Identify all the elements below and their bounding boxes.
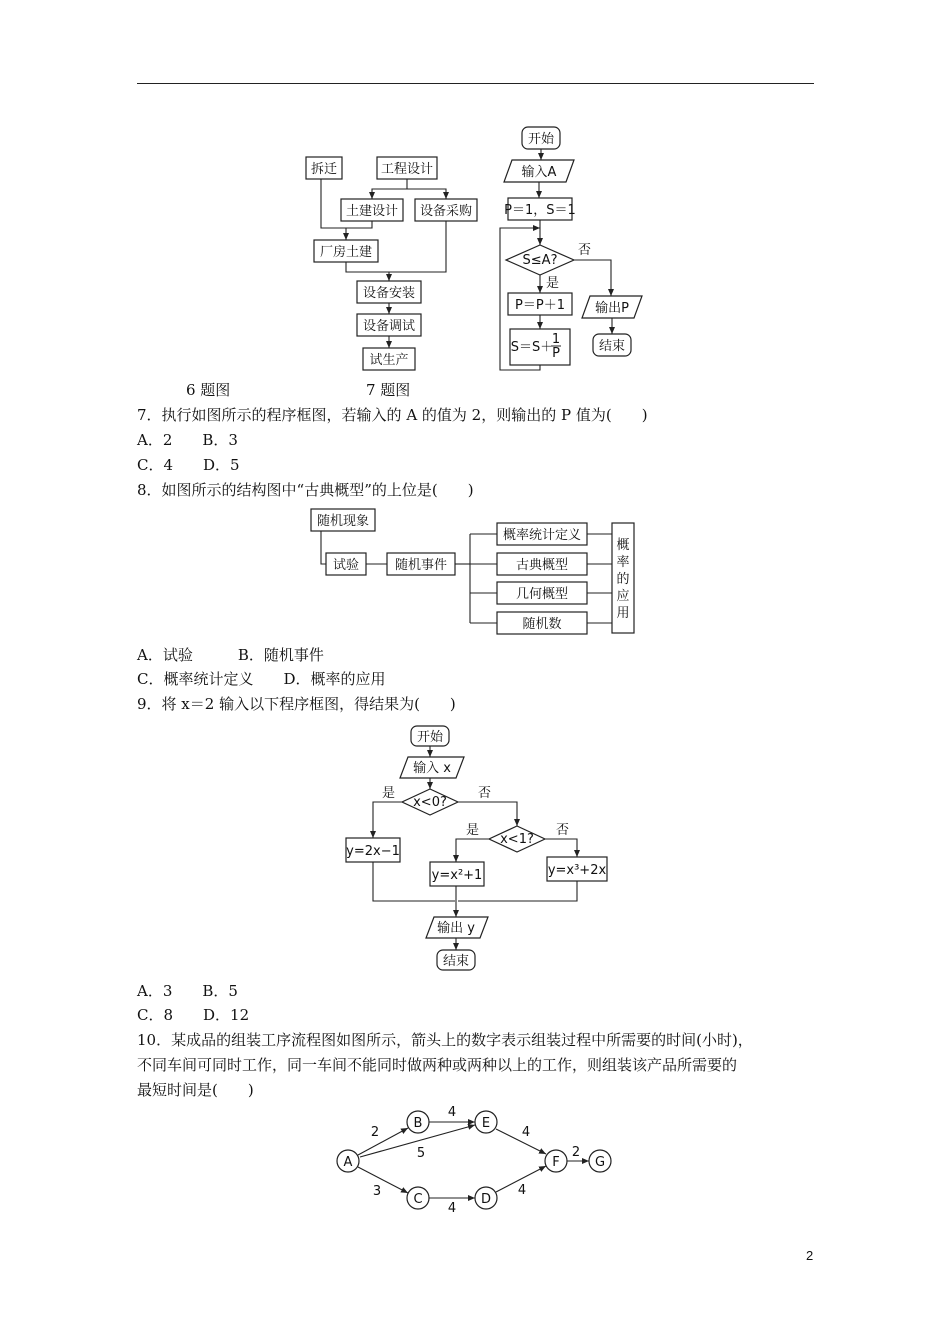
fig8-node-suiji: 随机现象	[316, 514, 370, 529]
fig6-node-gongcheng: 工程设计	[380, 162, 434, 177]
fig10-node-d: D	[480, 1192, 492, 1207]
q8-options-2: C．概率统计定义 D．概率的应用	[137, 670, 386, 688]
fig8-yingyong-char: 用	[616, 606, 630, 621]
fig8-node-jihe: 几何概型	[515, 587, 569, 602]
fig10-edge-fg: 2	[571, 1145, 581, 1160]
fig8-node-shu: 随机数	[522, 617, 562, 632]
fig9-end: 结束	[442, 954, 470, 969]
fig6-node-shishengchan: 试生产	[369, 353, 409, 368]
fig10-edge-cd: 4	[447, 1201, 457, 1216]
fig10-node-e: E	[481, 1116, 491, 1131]
fig9-input: 输入 x	[413, 761, 451, 776]
fig9-yes1-label: 是	[382, 786, 396, 801]
fig10-edge-ac: 3	[372, 1184, 382, 1199]
fig10-edge-ab: 2	[370, 1125, 380, 1140]
fig7-step2-prefix: S＝S＋	[510, 340, 554, 355]
fig9-cond2: x<1?	[500, 832, 534, 847]
fig7-output: 输出P	[595, 301, 629, 316]
q7-options-1: A．2 B．3	[137, 431, 238, 449]
fig9-box1: y=2x−1	[346, 844, 400, 859]
fig6-node-changfang: 厂房土建	[319, 245, 373, 260]
fig7-yes-label: 是	[546, 276, 560, 291]
fig7-no-label: 否	[578, 243, 592, 258]
q10-stem-3: 最短时间是( )	[137, 1081, 254, 1099]
page-number: 2	[806, 1248, 814, 1263]
fig7-step1: P＝P＋1	[515, 298, 565, 313]
fig10-edge-ae: 5	[416, 1146, 426, 1161]
fig10-node-b: B	[413, 1116, 423, 1131]
fig10-node-c: C	[413, 1192, 423, 1207]
fig7-init: P＝1，S＝1	[504, 203, 576, 218]
fig10-process-network	[337, 1105, 611, 1216]
fig6-node-caigou: 设备采购	[419, 204, 473, 219]
fig9-no1-label: 否	[478, 786, 492, 801]
q7-stem: 7．执行如图所示的程序框图，若输入的 A 的值为 2，则输出的 P 值为( )	[137, 406, 648, 424]
fig6-node-chaiqian: 拆迁	[310, 162, 338, 177]
fig8-node-gudian: 古典概型	[515, 558, 569, 573]
fig6-caption: 6 题图	[186, 381, 231, 399]
fig7-start: 开始	[527, 132, 555, 147]
q7-options-2: C．4 D．5	[137, 456, 240, 474]
q10-stem-1: 10．某成品的组装工序流程图如图所示，箭头上的数字表示组装过程中所需要的时间(小时)，	[137, 1031, 753, 1049]
q9-stem: 9．将 x＝2 输入以下程序框图，得结果为( )	[137, 695, 456, 713]
fig10-node-g: G	[594, 1155, 606, 1170]
fig7-frac-num: 1	[551, 332, 561, 347]
fig7-caption: 7 题图	[366, 381, 411, 399]
fig9-box3: y=x³+2x	[547, 863, 607, 878]
fig8-node-shiyan: 试验	[332, 558, 360, 573]
fig8-yingyong-char: 概	[616, 538, 630, 553]
q8-stem: 8．如图所示的结构图中“古典概型”的上位是( )	[137, 481, 474, 499]
fig10-node-a: A	[343, 1155, 353, 1170]
fig9-start: 开始	[416, 730, 444, 745]
q9-options-1: A．3 B．5	[137, 982, 238, 1000]
fig9-yes2-label: 是	[466, 823, 480, 838]
fig8-yingyong-char: 率	[616, 555, 630, 570]
fig6-structure-diagram	[306, 157, 477, 370]
fig10-node-f: F	[552, 1155, 560, 1170]
fig8-structure-diagram	[311, 509, 634, 634]
fig6-node-anzhuang: 设备安装	[362, 286, 416, 301]
fig10-edge-df: 4	[517, 1183, 527, 1198]
fig9-cond1: x<0?	[413, 795, 447, 810]
fig9-no2-label: 否	[556, 823, 570, 838]
fig6-node-tujian: 土建设计	[345, 204, 399, 219]
fig10-edge-be: 4	[447, 1105, 457, 1120]
fig9-flowchart	[346, 726, 607, 970]
fig8-node-shijian: 随机事件	[394, 558, 448, 573]
fig6-node-tiaoshi: 设备调试	[362, 319, 416, 334]
fig7-flowchart	[500, 127, 642, 370]
fig9-output: 输出 y	[437, 921, 475, 936]
fig8-yingyong-char: 应	[616, 589, 630, 604]
fig8-node-dingyi: 概率统计定义	[502, 528, 582, 543]
fig7-input: 输入A	[521, 165, 557, 180]
fig7-end: 结束	[598, 339, 626, 354]
q10-stem-2: 不同车间可同时工作，同一车间不能同时做两种或两种以上的工作，则组装该产品所需要的	[137, 1056, 738, 1074]
q9-options-2: C．8 D．12	[137, 1006, 250, 1024]
fig7-condition: S≤A?	[522, 253, 558, 268]
fig10-edge-ef: 4	[521, 1125, 531, 1140]
fig7-frac-den: P	[552, 346, 560, 361]
fig9-box2: y=x²+1	[431, 868, 483, 883]
fig8-yingyong-char: 的	[616, 572, 630, 587]
q8-options-1: A．试验 B．随机事件	[137, 646, 324, 664]
